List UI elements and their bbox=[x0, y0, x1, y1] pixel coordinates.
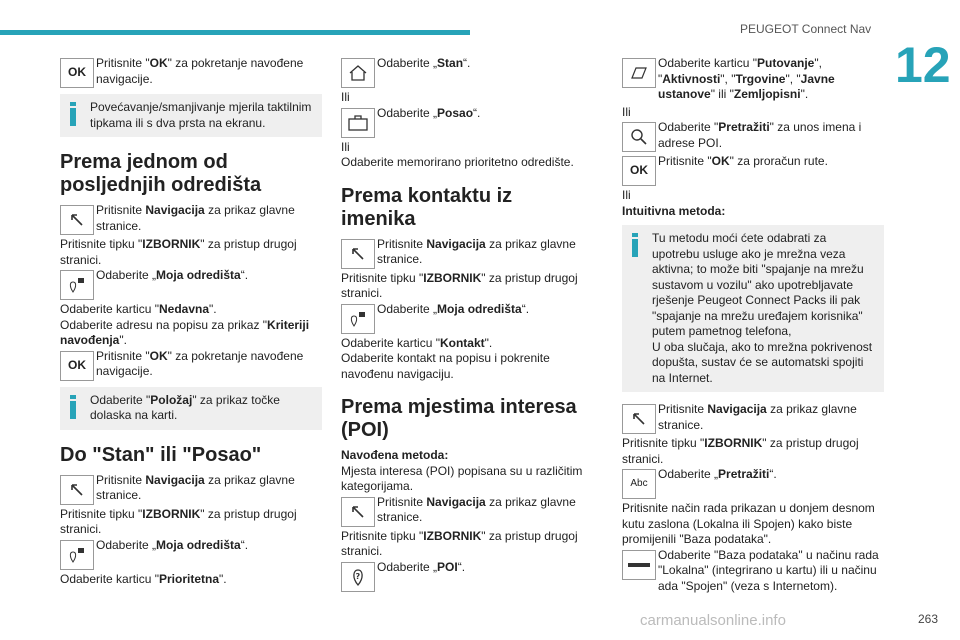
page-number: 263 bbox=[918, 612, 939, 626]
search-abc-icon: Abc bbox=[622, 469, 656, 499]
watermark: carmanualsonline.info bbox=[640, 612, 786, 629]
info-note: Tu metodu moći ćete odabrati za upotrebu usluge ako je mrežna veza aktivna; to može biti "spajanje na mrežu sustavom u vozilu" ako upotrebljavate rješenje Peugeot Connect Packs ili pak "spajanje na mrežu uređajem korisnika" putem pametnog telefona, U oba slučaja, ako to mrežna pokrivenost dopušta, sustav će se automatski spojiti na Internet. bbox=[622, 225, 884, 392]
section-heading: Prema mjestima interesa (POI) bbox=[341, 396, 577, 441]
ok-button-icon: OK bbox=[60, 351, 94, 381]
step-navigation: Pritisnite Navigacija za prikaz glavne stranice. bbox=[341, 495, 587, 527]
search-icon bbox=[622, 122, 656, 152]
column-1: OK Pritisnite "OK" za pokretanje navođene navigacije. Povećavanje/smanjivanje mjerila taktilnim tipkama ili s dva prsta na ekranu. Prema jednom od posljednjih odredišta Pritisnite Navigacija za prikaz glavne stranice. Pritisnite tipku "IZBORNIK" za pristup drugoj stranici. Odaberite „Moja odredišta“. Odaberite karticu "Nedavna". Odaberite adresu na popisu za prikaz "Kriteriji navođenja". OK Pritisnite "OK" za pokretanje navođene navigacije. Odaberite "Položaj" za prikaz točke dolaska na karti. Do "Stan" ili "Posao" Pritisnite Navigacija za prikaz glavne stranice. Pritisnite tipku "IZBORNIK" za pristup drugoj stranici. Odaberite „Moja odredišta“. Odaberite karticu "Prioritetna". bbox=[60, 56, 322, 587]
section-heading: Prema kontaktu iz imenika bbox=[341, 184, 513, 230]
step-poi-category: Odaberite karticu "Putovanje", "Aktivnosti", "Trgovine", "Javne ustanove" ili "Zemljopisni". bbox=[622, 56, 884, 103]
step-navigation: Pritisnite Navigacija za prikaz glavne stranice. bbox=[60, 473, 322, 505]
chapter-number: 12 bbox=[895, 37, 951, 93]
navigation-icon bbox=[60, 475, 94, 505]
navigation-icon bbox=[622, 404, 656, 434]
navigation-icon bbox=[341, 497, 375, 527]
section-heading: Do "Stan" ili "Posao" bbox=[60, 443, 262, 466]
info-note: Odaberite "Položaj" za prikaz točke dolaska na karti. bbox=[60, 387, 322, 430]
step-navigation: Pritisnite Navigacija za prikaz glavne stranice. bbox=[622, 402, 884, 434]
step-ok: OK Pritisnite "OK" za pokretanje navođene navigacije. bbox=[60, 349, 322, 381]
step-my-destinations: Odaberite „Moja odredišta“. bbox=[60, 268, 322, 300]
step-poi: ? Odaberite „POI“. bbox=[341, 560, 587, 592]
step-search-abc: Abc Odaberite „Pretražiti“. bbox=[622, 467, 884, 499]
step-ok: OK Pritisnite "OK" za proračun rute. bbox=[622, 154, 884, 186]
navigation-icon bbox=[341, 239, 375, 269]
step-navigation: Pritisnite Navigacija za prikaz glavne stranice. bbox=[341, 237, 587, 269]
svg-text:?: ? bbox=[355, 571, 361, 581]
home-icon bbox=[341, 58, 375, 88]
step-home: Odaberite „Stan“. bbox=[341, 56, 587, 88]
info-note: Povećavanje/smanjivanje mjerila taktilnim tipkama ili s dva prsta na ekranu. bbox=[60, 94, 322, 137]
step-my-destinations: Odaberite „Moja odredišta“. bbox=[341, 302, 587, 334]
column-3: Odaberite karticu "Putovanje", "Aktivnosti", "Trgovine", "Javne ustanove" ili "Zemljopisni". Ili Odaberite "Pretražiti" za unos imena i adrese POI. OK Pritisnite "OK" za proračun rute. Ili Intuitivna metoda: Tu metodu moći ćete odabrati za upotrebu usluge ako je mrežna veza aktivna; to može biti "spajanje na mrežu sustavom u vozilu" ako upotrebljavate rješenje Peugeot Connect Packs ili pak "spajanje na mrežu uređajem korisnika" putem pametnog telefona, U oba slučaja, ako to mrežna pokrivenost dopušta, sustav će se automatski spojiti na Internet. Pritisnite Navigacija za prikaz glavne stranice. Pritisnite tipku "IZBORNIK" za pristup drugoj stranici. Abc Odaberite „Pretražiti“. Pritisnite način rada prikazan u donjem desnom kutu zaslona (Lokalna ili Spojen) kako biste promijenili "Baza podataka". Odaberite "Baza podataka" u načinu rada "Lokalna" (integrirano u kartu) ili u načinu ada "Spojen" (veza s Internetom). bbox=[622, 56, 884, 596]
section-heading: Prema jednom od posljednjih odredišta bbox=[60, 151, 262, 196]
step-search: Odaberite "Pretražiti" za unos imena i adrese POI. bbox=[622, 120, 884, 152]
step-ok: OK Pritisnite "OK" za pokretanje navođene navigacije. bbox=[60, 56, 322, 88]
poi-pin-icon bbox=[341, 562, 375, 592]
header-accent-bar bbox=[0, 30, 470, 35]
column-2: Odaberite „Stan“. Ili Odaberite „Posao“. Ili Odaberite memorirano prioritetno odredište. Prema kontaktu iz imenika Pritisnite Navigacija za prikaz glavne stranice. Pritisnite tipku "IZBORNIK" za pristup drugoj stranici. Odaberite „Moja odredišta“. Odaberite karticu "Kontakt". Odaberite kontakt na popisu i pokrenite navođenu navigaciju. Prema mjestima interesa (POI) Navođena metoda: Mjesta interesa (POI) popisana su u različitim kategorijama. Pritisnite Navigacija za prikaz glavne stranice. Pritisnite tipku "IZBORNIK" za pristup drugoj stranici. ? Odaberite „POI“. bbox=[341, 56, 587, 594]
briefcase-icon bbox=[341, 108, 375, 138]
map-pin-flag-icon bbox=[60, 270, 94, 300]
step-my-destinations: Odaberite „Moja odredišta“. bbox=[60, 538, 322, 570]
info-icon bbox=[70, 102, 78, 128]
map-pin-flag-icon bbox=[60, 540, 94, 570]
toggle-bar-icon bbox=[622, 550, 656, 580]
step-navigation: Pritisnite Navigacija za prikaz glavne stranice. bbox=[60, 203, 322, 235]
map-pin-flag-icon bbox=[341, 304, 375, 334]
navigation-icon bbox=[60, 205, 94, 235]
step-work: Odaberite „Posao“. bbox=[341, 106, 587, 138]
info-icon bbox=[632, 233, 640, 259]
ok-button-icon: OK bbox=[622, 156, 656, 186]
ok-button-icon: OK bbox=[60, 58, 94, 88]
info-icon bbox=[70, 395, 78, 421]
step-database: Odaberite "Baza podataka" u načinu rada "Lokalna" (integrirano u kartu) ili u načinu ada "Spojen" (veza s Internetom). bbox=[622, 548, 884, 595]
road-icon bbox=[622, 58, 656, 88]
page-header-title: PEUGEOT Connect Nav bbox=[740, 22, 872, 36]
